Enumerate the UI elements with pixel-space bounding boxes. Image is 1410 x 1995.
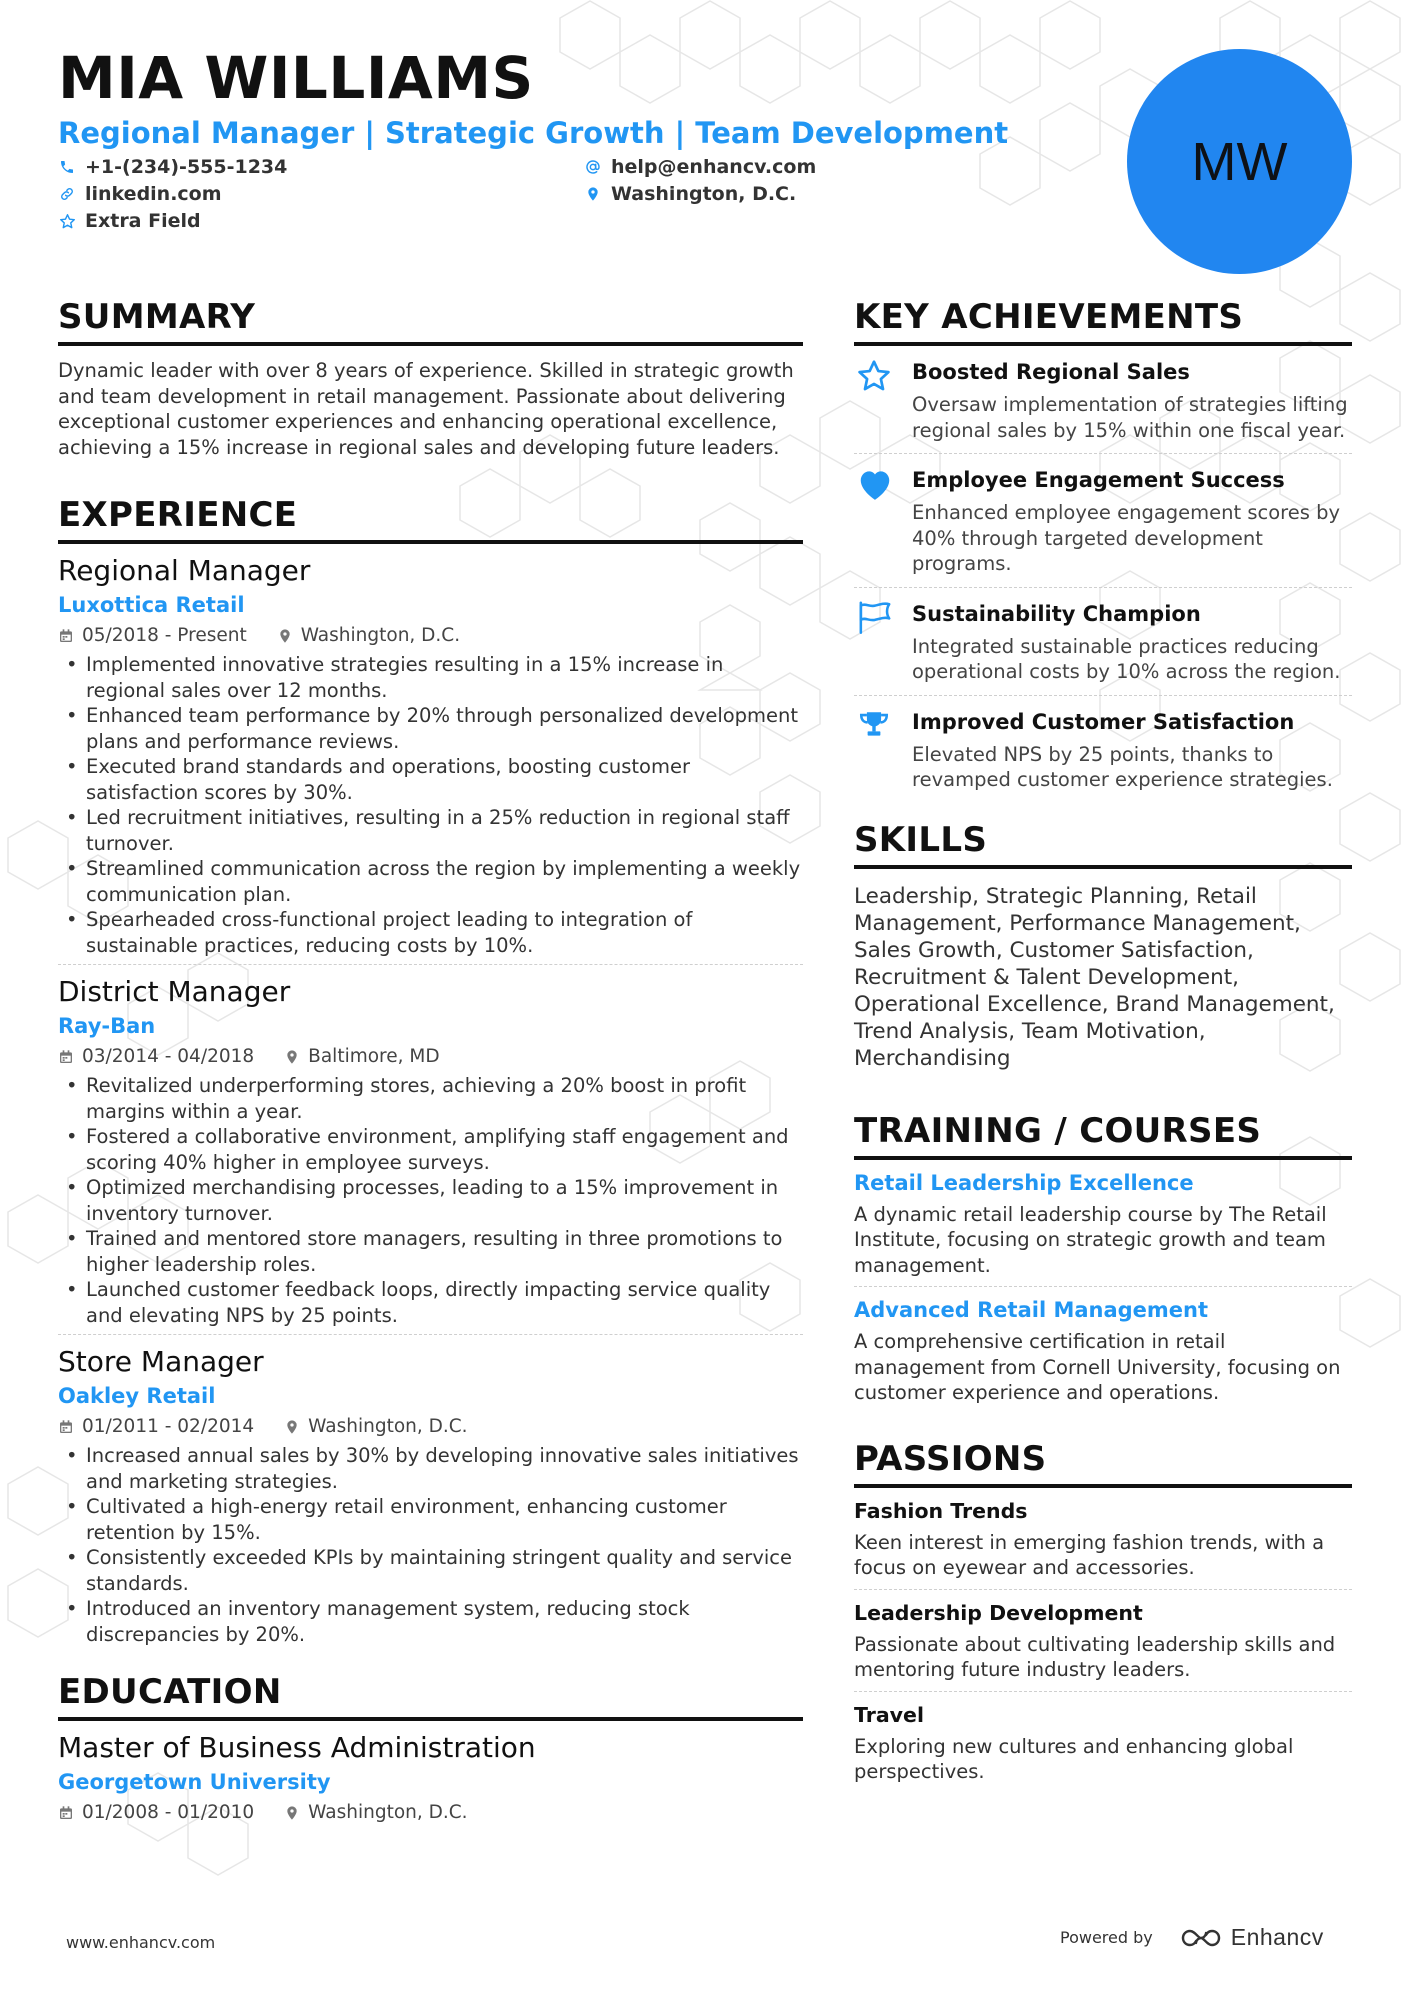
course-title: Advanced Retail Management bbox=[854, 1298, 1209, 1322]
course-item bbox=[854, 1286, 1352, 1414]
enhancv-logo-icon bbox=[1179, 1927, 1223, 1949]
job-meta bbox=[58, 1415, 803, 1439]
passion-item bbox=[854, 1589, 1352, 1691]
link-icon bbox=[58, 185, 76, 203]
calendar-icon bbox=[58, 1419, 74, 1435]
bullet: • Cultivated a high-energy retail environment, enhancing customer retention by 15%. bbox=[58, 1494, 803, 1545]
bullet: • Increased annual sales by 30% by developing innovative sales initiatives and marketing strategies. bbox=[58, 1443, 803, 1494]
extra-field-text: Extra Field bbox=[85, 210, 201, 232]
passions-title: PASSIONS bbox=[854, 1438, 1352, 1488]
bullet: • Streamlined communication across the region by implementing a weekly communication plan. bbox=[58, 856, 803, 907]
achievement-title: Employee Engagement Success bbox=[912, 468, 1285, 492]
achievement-item bbox=[854, 453, 1352, 587]
experience-item bbox=[58, 964, 803, 1334]
course-title: Retail Leadership Excellence bbox=[854, 1170, 1194, 1195]
summary-title: SUMMARY bbox=[58, 296, 803, 346]
location-pin-icon bbox=[284, 1805, 300, 1821]
passion-desc: Exploring new cultures and enhancing global perspectives. bbox=[854, 1734, 1294, 1783]
passion-item bbox=[854, 1691, 1352, 1793]
experience-item bbox=[58, 1334, 803, 1653]
job-bullets bbox=[58, 652, 803, 958]
company-name: Oakley Retail bbox=[58, 1384, 216, 1408]
contact-list bbox=[58, 156, 858, 240]
contact-linkedin[interactable] bbox=[58, 183, 222, 205]
trophy-icon bbox=[854, 708, 912, 748]
star-icon bbox=[854, 358, 912, 398]
enhancv-logo[interactable] bbox=[1179, 1924, 1324, 1951]
job-dates: 01/2011 - 02/2014 bbox=[82, 1416, 255, 1437]
linkedin-text: linkedin.com bbox=[85, 183, 222, 205]
job-location: Washington, D.C. bbox=[308, 1416, 468, 1437]
email-text: help@enhancv.com bbox=[611, 156, 817, 178]
location-pin-icon bbox=[284, 1049, 300, 1065]
job-location: Baltimore, MD bbox=[308, 1046, 440, 1067]
degree: Master of Business Administration bbox=[58, 1731, 536, 1764]
footer-branding bbox=[1060, 1924, 1324, 1951]
job-title: Regional Manager bbox=[58, 554, 311, 587]
passion-item bbox=[854, 1488, 1352, 1589]
job-title: Store Manager bbox=[58, 1345, 264, 1378]
at-icon bbox=[584, 158, 602, 176]
bullet: • Implemented innovative strategies resulting in a 15% increase in regional sales over 12 months. bbox=[58, 652, 803, 703]
summary-section bbox=[58, 296, 803, 460]
job-dates: 03/2014 - 04/2018 bbox=[82, 1046, 255, 1067]
bullet: • Launched customer feedback loops, directly impacting service quality and elevating NPS by 25 points. bbox=[58, 1277, 803, 1328]
achievements-section bbox=[854, 296, 1352, 803]
job-meta bbox=[58, 624, 803, 648]
training-title: TRAINING / COURSES bbox=[854, 1110, 1352, 1160]
passion-desc: Keen interest in emerging fashion trends, with a focus on eyewear and accessories. bbox=[854, 1530, 1325, 1579]
avatar-initials: MW bbox=[1191, 131, 1288, 192]
course-item bbox=[854, 1160, 1352, 1287]
job-dates: 05/2018 - Present bbox=[82, 625, 247, 646]
skills-title: SKILLS bbox=[854, 819, 1352, 869]
skills-list: Leadership, Strategic Planning, Retail Management, Performance Management, Sales Growth, Customer Satisfaction, Recruitment & Talent Development, Operational Excellence, Brand Management, Trend Analysis, Team Motivation, Merchandising bbox=[854, 883, 1335, 1071]
passion-title: Fashion Trends bbox=[854, 1498, 1028, 1523]
right-column bbox=[854, 296, 1352, 1793]
company-name: Ray-Ban bbox=[58, 1014, 156, 1038]
education-dates: 01/2008 - 01/2010 bbox=[82, 1802, 255, 1823]
achievements-title: KEY ACHIEVEMENTS bbox=[854, 296, 1352, 346]
bullet: • Fostered a collaborative environment, amplifying staff engagement and scoring 40% higher in employee surveys. bbox=[58, 1124, 803, 1175]
candidate-name: MIA WILLIAMS bbox=[58, 44, 534, 112]
enhancv-brand-text: Enhancv bbox=[1230, 1924, 1324, 1950]
achievement-desc: Elevated NPS by 25 points, thanks to revamped customer experience strategies. bbox=[912, 742, 1333, 791]
education-item bbox=[58, 1721, 803, 1831]
course-desc: A dynamic retail leadership course by The Retail Institute, focusing on strategic growth and team management. bbox=[854, 1202, 1327, 1277]
contact-location bbox=[584, 183, 796, 205]
achievement-title: Improved Customer Satisfaction bbox=[912, 709, 1295, 734]
bullet: • Optimized merchandising processes, leading to a 15% improvement in inventory turnover. bbox=[58, 1175, 803, 1226]
job-title: District Manager bbox=[58, 975, 291, 1008]
avatar bbox=[1127, 49, 1352, 274]
education-title: EDUCATION bbox=[58, 1671, 803, 1721]
contact-email[interactable] bbox=[584, 156, 816, 178]
left-column bbox=[58, 296, 803, 1831]
job-bullets bbox=[58, 1073, 803, 1328]
experience-title: EXPERIENCE bbox=[58, 494, 803, 544]
job-location: Washington, D.C. bbox=[300, 625, 461, 646]
heart-icon bbox=[854, 466, 912, 506]
achievement-desc: Integrated sustainable practices reducing operational costs by 10% across the region. bbox=[912, 634, 1341, 683]
course-desc: A comprehensive certification in retail management from Cornell University, focusing on customer experience and operations. bbox=[854, 1330, 1341, 1404]
calendar-icon bbox=[58, 1805, 74, 1821]
location-pin-icon bbox=[277, 628, 293, 644]
job-meta bbox=[58, 1045, 803, 1069]
passion-desc: Passionate about cultivating leadership skills and mentoring future industry leaders. bbox=[854, 1632, 1336, 1681]
calendar-icon bbox=[58, 628, 74, 644]
bullet: • Led recruitment initiatives, resulting in a 25% reduction in regional staff turnover. bbox=[58, 805, 803, 856]
powered-by-label: Powered by bbox=[1060, 1928, 1153, 1947]
achievement-item bbox=[854, 346, 1352, 453]
calendar-icon bbox=[58, 1049, 74, 1065]
phone-icon bbox=[58, 158, 76, 176]
skills-section bbox=[854, 819, 1352, 1072]
training-section bbox=[854, 1110, 1352, 1414]
bullet: • Introduced an inventory management system, reducing stock discrepancies by 20%. bbox=[58, 1596, 803, 1647]
phone-text: +1-(234)-555-1234 bbox=[85, 156, 288, 178]
achievement-item bbox=[854, 587, 1352, 695]
bullet: • Enhanced team performance by 20% through personalized development plans and performance reviews. bbox=[58, 703, 803, 754]
bullet: • Executed brand standards and operations, boosting customer satisfaction scores by 30%. bbox=[58, 754, 803, 805]
education-location: Washington, D.C. bbox=[308, 1802, 468, 1823]
location-pin-icon bbox=[284, 1419, 300, 1435]
passion-title: Leadership Development bbox=[854, 1600, 1143, 1625]
education-section bbox=[58, 1671, 803, 1831]
passion-title: Travel bbox=[854, 1702, 924, 1727]
company-name: Luxottica Retail bbox=[58, 593, 245, 617]
location-text: Washington, D.C. bbox=[611, 183, 797, 205]
experience-item bbox=[58, 544, 803, 964]
contact-extra bbox=[58, 210, 201, 232]
experience-section bbox=[58, 494, 803, 1653]
location-pin-icon bbox=[584, 185, 602, 203]
bullet: • Trained and mentored store managers, resulting in three promotions to higher leadership roles. bbox=[58, 1226, 803, 1277]
achievement-desc: Oversaw implementation of strategies lifting regional sales by 15% within one fiscal year. bbox=[912, 393, 1348, 442]
summary-text: Dynamic leader with over 8 years of experience. Skilled in strategic growth and team development in retail management. Passionate about delivering exceptional customer experiences and enhancing operational excellence, achieving a 15% increase in regional sales and developing future leaders. bbox=[58, 359, 794, 459]
achievement-item bbox=[854, 695, 1352, 803]
achievement-title: Sustainability Champion bbox=[912, 601, 1201, 626]
star-outline-icon bbox=[58, 212, 76, 230]
contact-phone[interactable] bbox=[58, 156, 287, 178]
school-name: Georgetown University bbox=[58, 1770, 331, 1794]
headline: Regional Manager | Strategic Growth | Team Development bbox=[58, 116, 1009, 150]
education-meta bbox=[58, 1801, 803, 1825]
bullet: • Consistently exceeded KPIs by maintaining stringent quality and service standards. bbox=[58, 1545, 803, 1596]
passions-section bbox=[854, 1438, 1352, 1793]
achievement-title: Boosted Regional Sales bbox=[912, 360, 1190, 384]
bullet: • Spearheaded cross-functional project leading to integration of sustainable practices, reducing costs by 10%. bbox=[58, 907, 803, 958]
bullet: • Revitalized underperforming stores, achieving a 20% boost in profit margins within a year. bbox=[58, 1073, 803, 1124]
footer-website-link[interactable]: www.enhancv.com bbox=[66, 1933, 216, 1952]
job-bullets bbox=[58, 1443, 803, 1647]
flag-icon bbox=[854, 600, 912, 640]
achievement-desc: Enhanced employee engagement scores by 40% through targeted development programs. bbox=[912, 501, 1341, 575]
